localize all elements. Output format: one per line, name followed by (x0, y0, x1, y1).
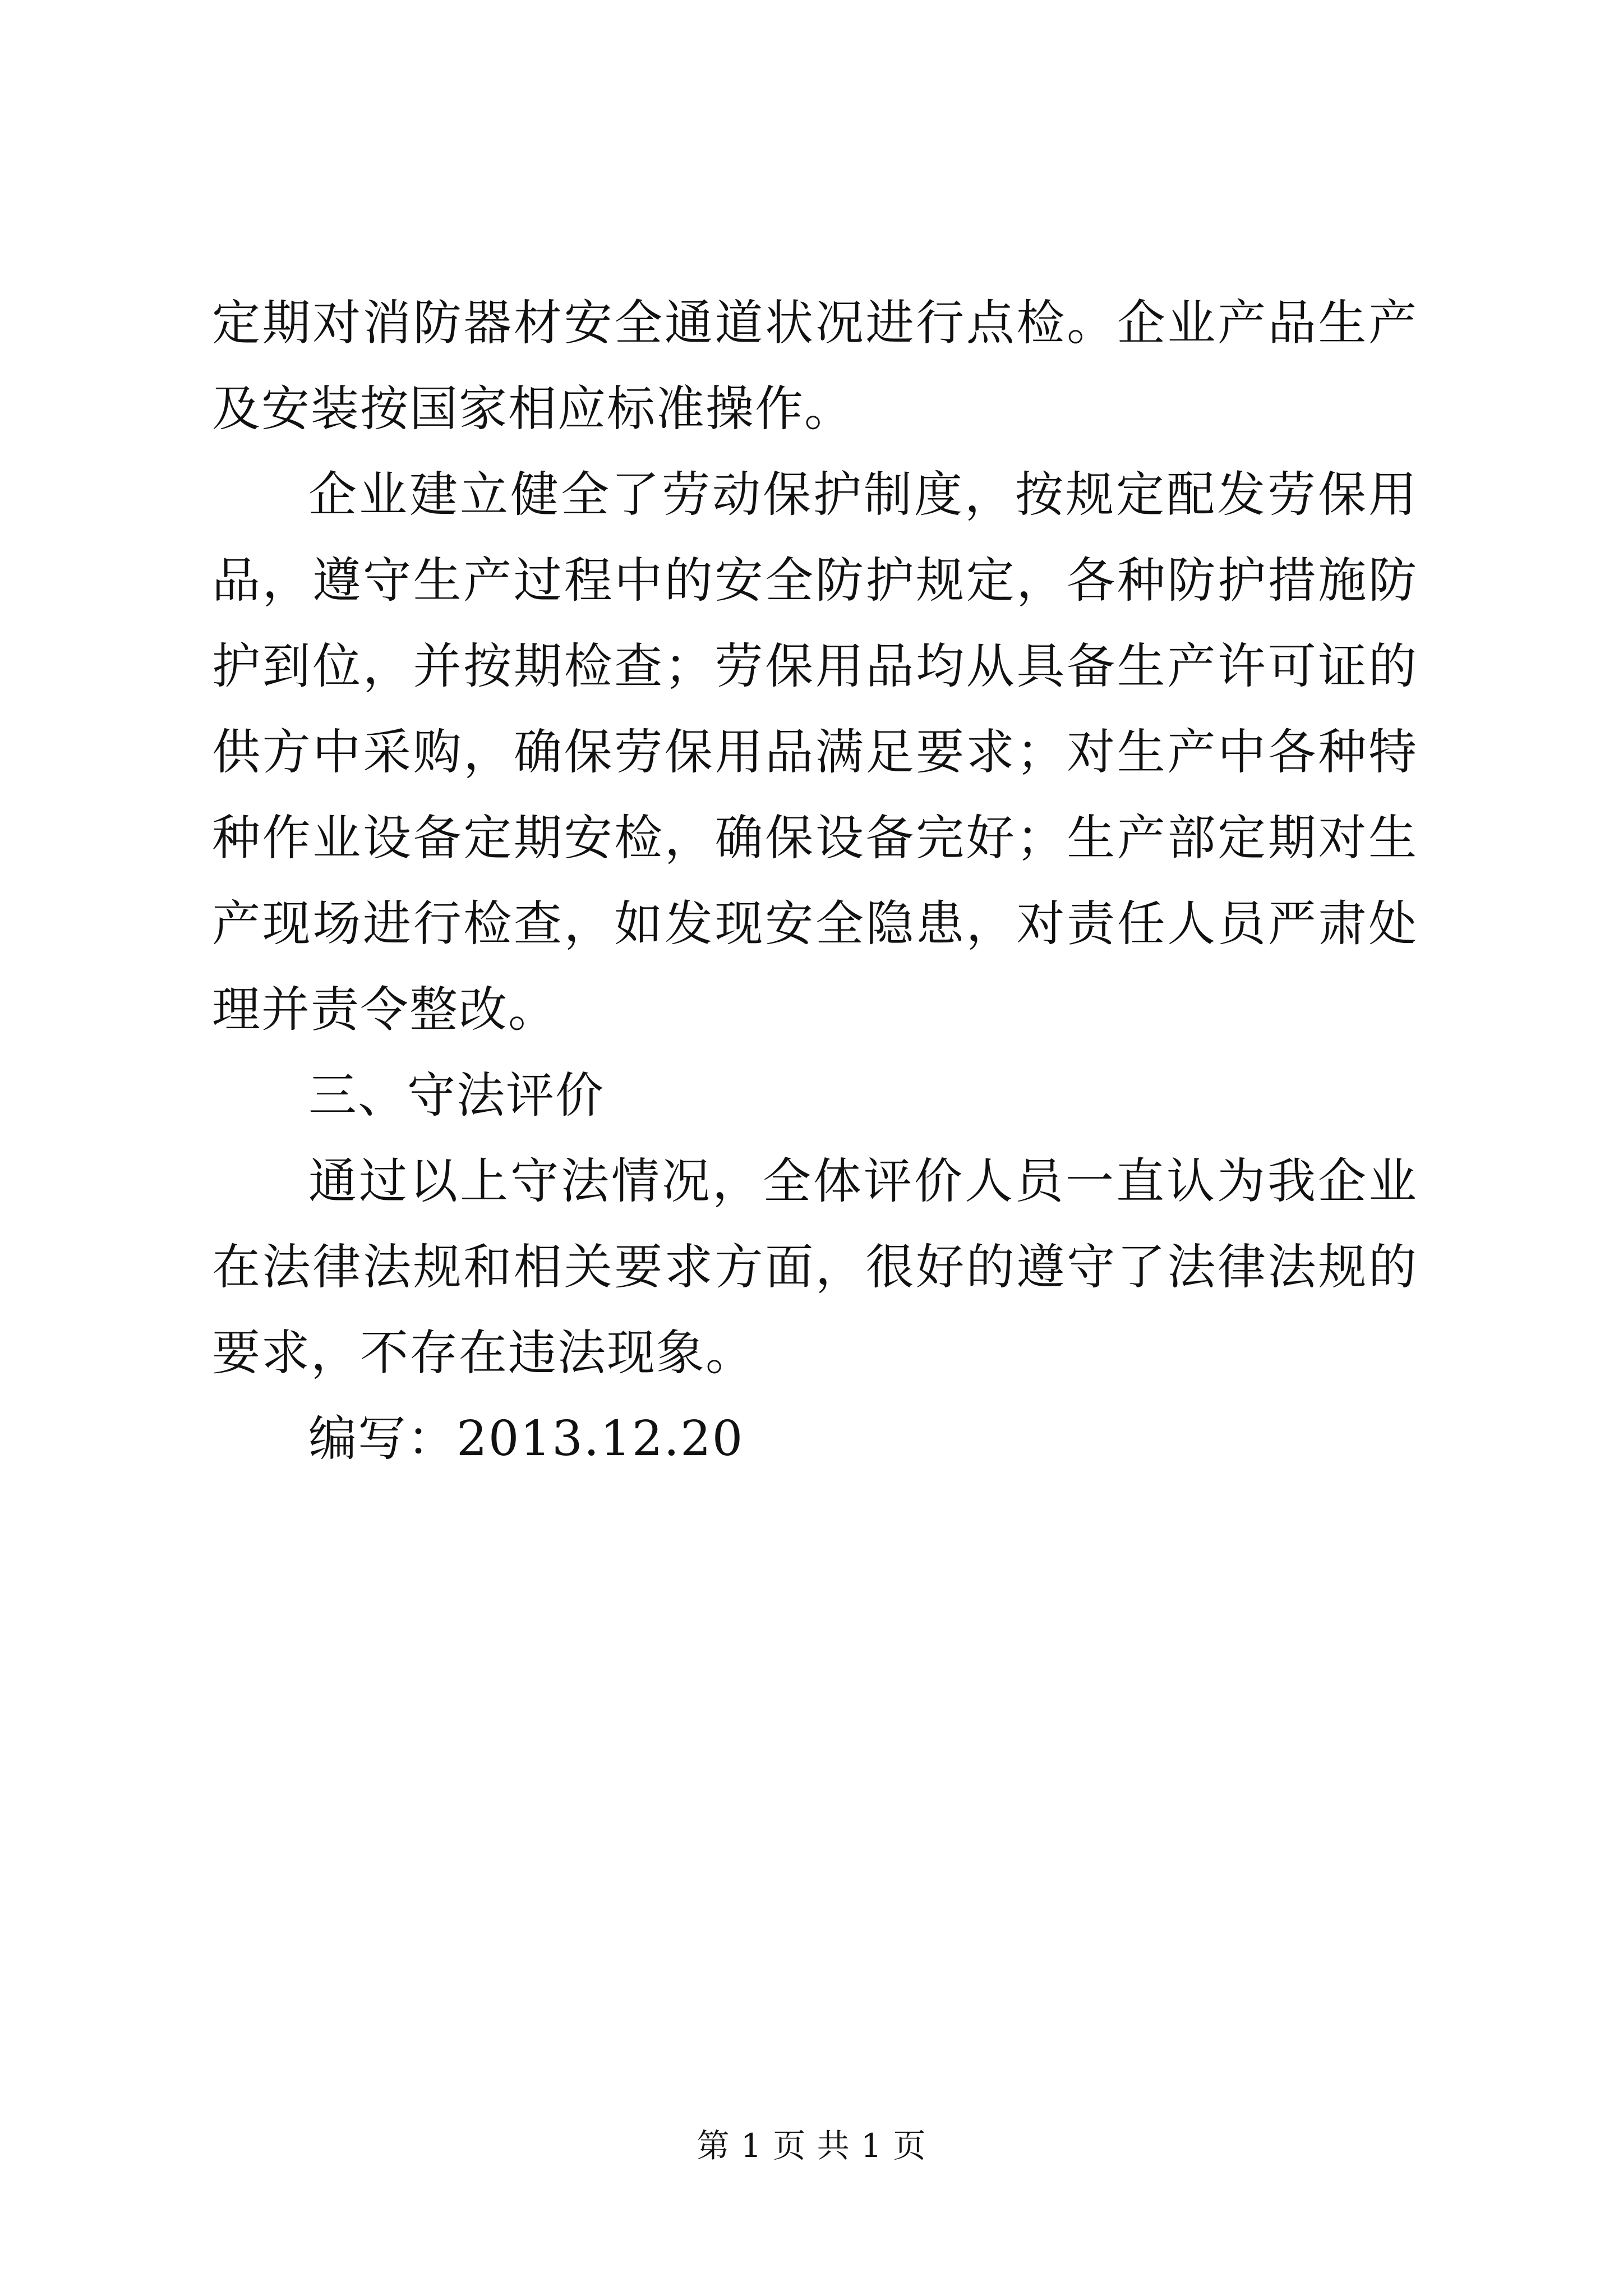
page-number-footer: 第 1 页 共 1 页 (697, 2127, 926, 2165)
paragraph-author-date: 编写：2013.12.20 (308, 1411, 744, 1467)
paragraph-labor-protection: 企业建立健全了劳动保护制度，按规定配发劳保用品，遵守生产过程中的安全防护规定，各种防护措施防护到位，并按期检查；劳保用品均从具备生产许可证的供方中采购，确保劳保用品满足要求；对生产中各种特种作业设备定期安检，确保设备完好；生产部定期对生产现场进行检查，如发现安全隐患，对责任人员严肃处理并责令整改。 (212, 467, 1418, 1038)
paragraph-compliance-conclusion: 通过以上守法情况，全体评价人员一直认为我企业在法律法规和相关要求方面，很好的遵守了法律法规的要求，不存在违法现象。 (212, 1153, 1418, 1381)
paragraph-fire-equipment-inspection: 定期对消防器材安全通道状况进行点检。企业产品生产及安装按国家相应标准操作。 (212, 295, 1418, 437)
document-body (212, 280, 1418, 1482)
section-heading-compliance-evaluation: 三、守法评价 (308, 1068, 605, 1124)
